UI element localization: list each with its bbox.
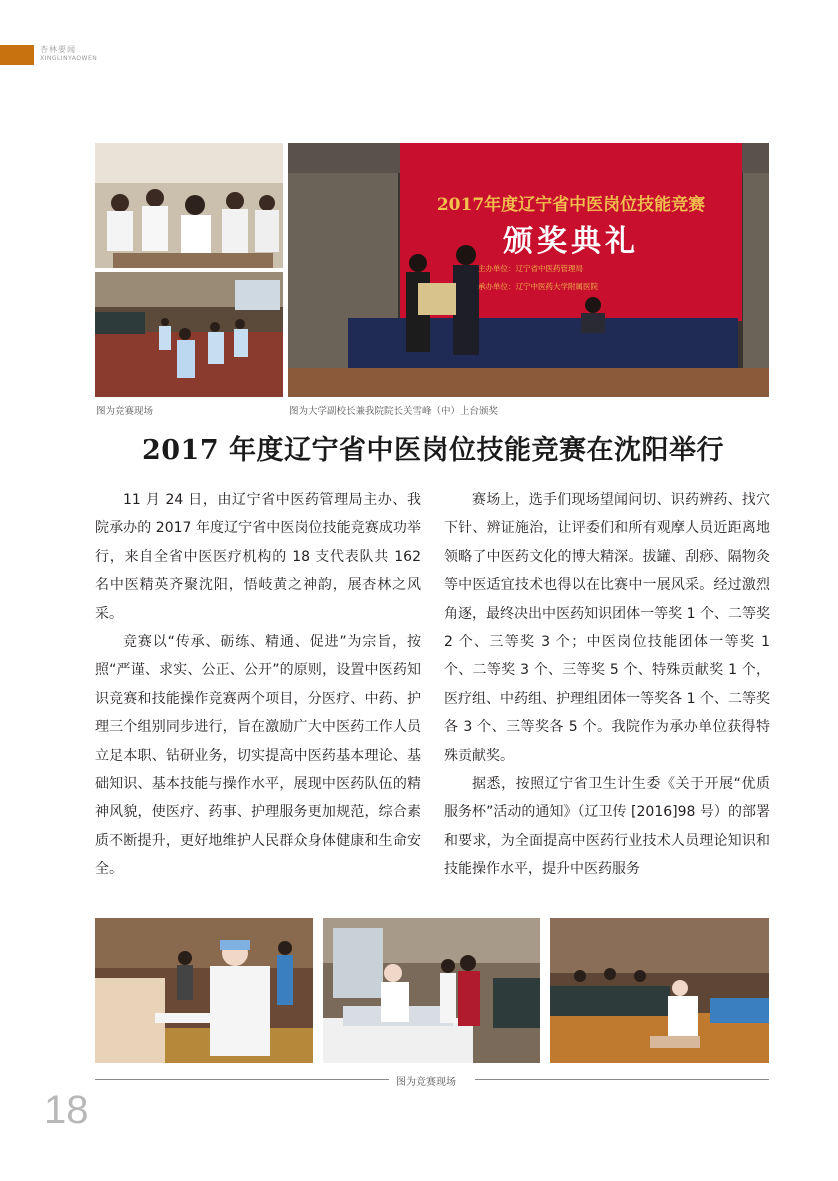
- massage-competition-photo: [95, 918, 313, 1063]
- banner-organizer: 承办单位：辽宁中医药大学附属医院: [478, 282, 598, 291]
- section-title: 杏林要闻: [40, 45, 76, 54]
- article-paragraph: 11 月 24 日，由辽宁省中医药管理局主办、我院承办的 2017 年度辽宁省中医岗位技能竞赛成功举行，来自全省中医医疗机构的 18 支代表队共 162 名中医精英齐聚沈阳，悟岐黄之神韵，展杏林之风采。: [95, 492, 421, 622]
- article-paragraph: 竞赛以“传承、砺练、精通、促进”为宗旨，按照“严谨、求实、公正、公开”的原则，设置中医药知识竞赛和技能操作竞赛两个项目，分医疗、中药、护理三个组别同步进行，旨在激励广大中医药工作人员立足本职、钻研业务，切实提高中医药基本理论、基础知识、基本技能与操作水平，展现中医药队伍的精神风貌，使医疗、药事、护理服务更加规范，综合素质不断提升，更好地维护人民群众身体健康和生命安全。: [95, 634, 421, 878]
- section-title-en: XINGLINYAOWEN: [40, 55, 98, 62]
- caption-divider-left: [95, 1079, 389, 1080]
- article-title: 2017 年度辽宁省中医岗位技能竞赛在沈阳举行: [141, 435, 725, 466]
- page-number: 18: [44, 1088, 89, 1132]
- bottom-photo-caption: 图为竞赛现场: [396, 1077, 456, 1088]
- article-left-column: [95, 486, 421, 884]
- article-paragraph: 据悉，按照辽宁省卫生计生委《关于开展“优质服务杯”活动的通知》（辽卫传 [2016]98 号）的部署和要求，为全面提高中医药行业技术人员理论知识和技能操作水平，提升中医药服务: [444, 776, 770, 878]
- article-paragraph: 赛场上，选手们现场望闻问切、识药辨药、找穴下针、辨证施治，让评委们和所有观摩人员近距离地领略了中医药文化的博大精深。拔罐、刮痧、隔物灸等中医适宜技术也得以在比赛中一展风采。经过激烈角逐，最终决出中医药知识团体一等奖 1 个、二等奖 2 个、三等奖 3 个；中医岗位技能团体一等奖 1 个、二等奖 3 个、三等奖 5 个、特殊贡献奖 1 个，医疗组、中药组、护理组团体一等奖各 1 个、二等奖各 3 个、三等奖各 5 个。我院作为承办单位获得特殊贡献奖。: [444, 492, 770, 764]
- banner-host: 主办单位：辽宁省中医药管理局: [478, 264, 583, 273]
- cpr-competition-photo: [550, 918, 769, 1063]
- banner-title: 2017年度辽宁省中医岗位技能竞赛: [436, 195, 706, 215]
- nurses-seated-photo: [95, 143, 283, 268]
- photo-caption-right: 图为大学副校长兼我院院长关雪峰（中）上台颁奖: [289, 406, 499, 417]
- section-accent-bar: [0, 45, 34, 65]
- nursing-competition-photo: [323, 918, 540, 1063]
- article-right-column: [444, 486, 770, 884]
- banner-subtitle: 颁奖典礼: [503, 224, 639, 259]
- photo-caption-left: 图为竞赛现场: [96, 406, 154, 417]
- taiji-performance-photo: [95, 272, 283, 397]
- caption-divider-right: [475, 1079, 769, 1080]
